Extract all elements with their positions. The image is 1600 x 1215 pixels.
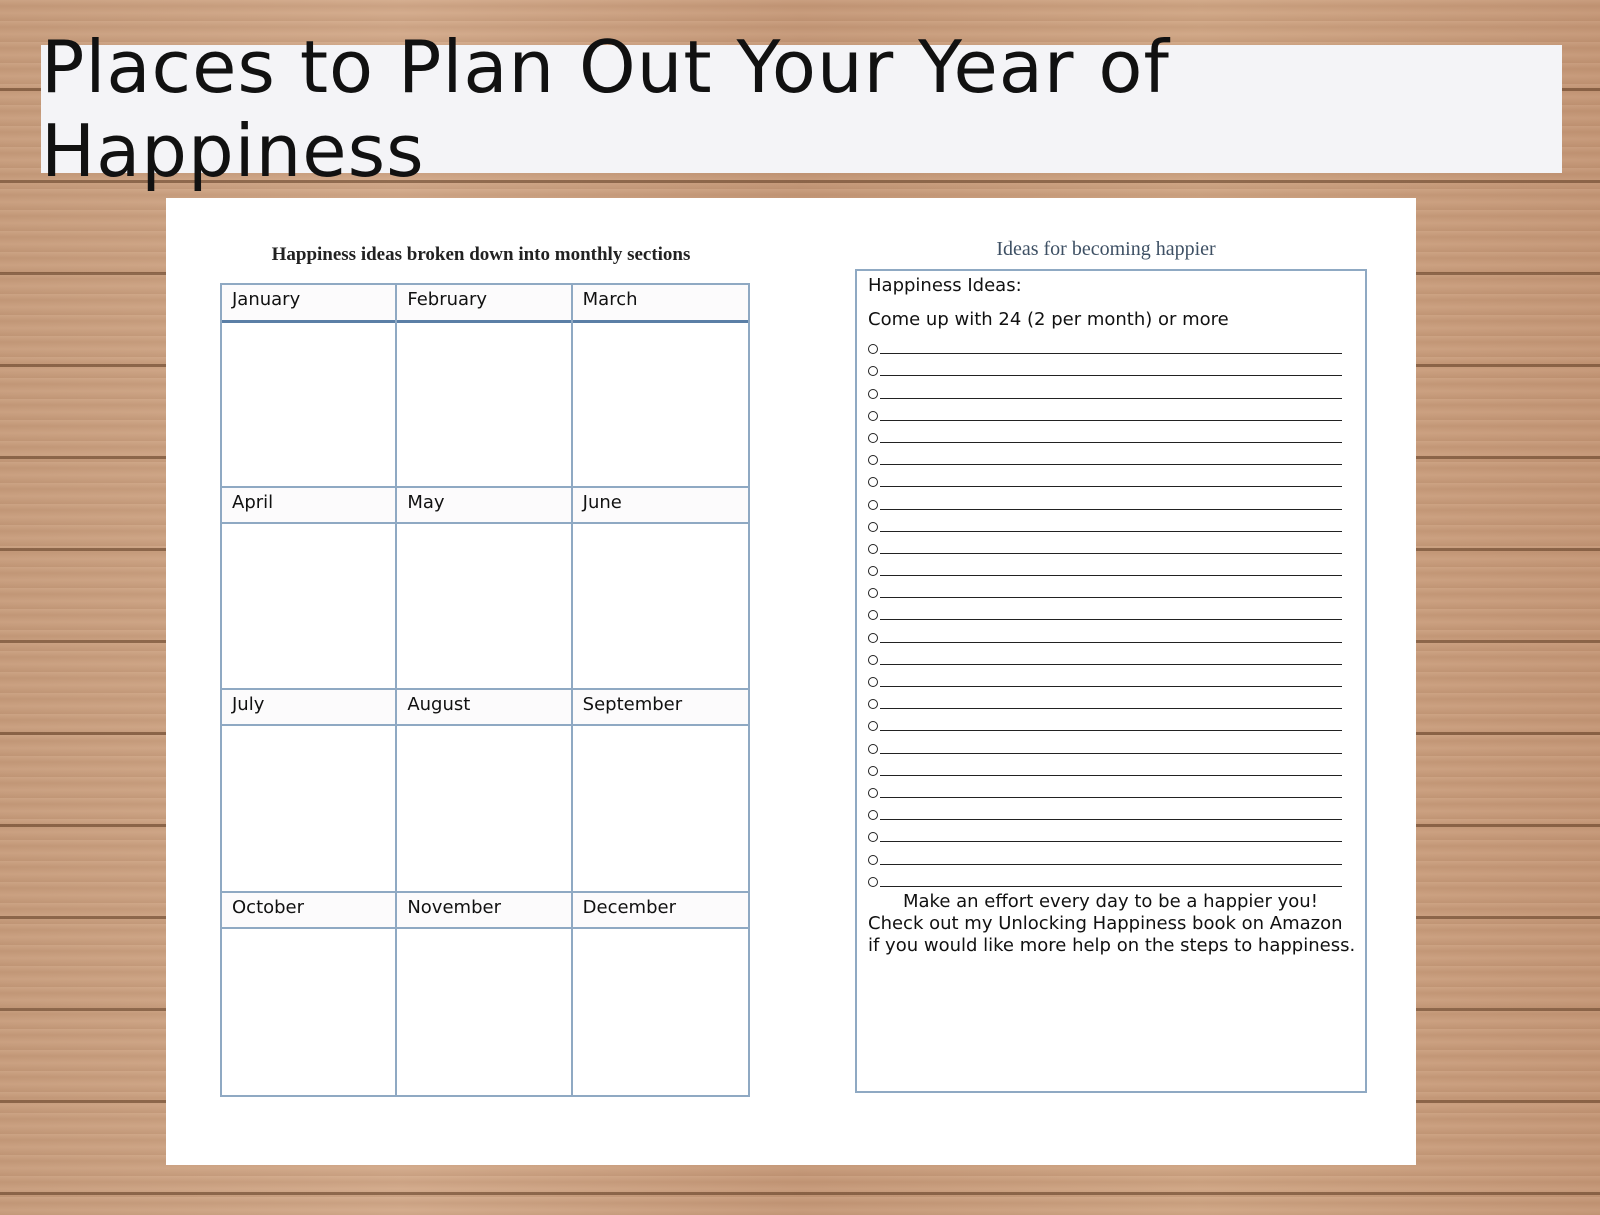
closing-line: Check out my Unlocking Happiness book on Amazon [868, 912, 1343, 934]
bullet-circle-icon [868, 877, 878, 887]
idea-line[interactable] [868, 578, 1365, 600]
month-writing-area[interactable] [573, 524, 748, 689]
month-writing-area[interactable] [397, 524, 570, 689]
writing-line[interactable] [880, 840, 1342, 842]
bullet-circle-icon [868, 455, 878, 465]
month-cell-may[interactable] [397, 488, 572, 691]
writing-line[interactable] [880, 596, 1342, 598]
month-label: January [222, 285, 395, 323]
month-label: February [397, 285, 570, 323]
writing-line[interactable] [880, 774, 1342, 776]
ideas-subheading: Come up with 24 (2 per month) or more [868, 309, 1229, 330]
bullet-circle-icon [868, 766, 878, 776]
writing-line[interactable] [880, 352, 1342, 354]
bullet-circle-icon [868, 344, 878, 354]
idea-line[interactable] [868, 733, 1365, 755]
bullet-circle-icon [868, 810, 878, 820]
writing-line[interactable] [880, 463, 1342, 465]
idea-line[interactable] [868, 556, 1365, 578]
bullet-circle-icon [868, 832, 878, 842]
month-writing-area[interactable] [573, 726, 748, 891]
month-writing-area[interactable] [573, 929, 748, 1096]
month-writing-area[interactable] [573, 323, 748, 486]
idea-line[interactable] [868, 622, 1365, 644]
writing-line[interactable] [880, 863, 1342, 865]
bullet-circle-icon [868, 477, 878, 487]
writing-line[interactable] [880, 419, 1342, 421]
month-label: June [573, 488, 748, 524]
month-writing-area[interactable] [222, 524, 395, 689]
month-cell-november[interactable] [397, 893, 572, 1096]
month-writing-area[interactable] [397, 323, 570, 486]
month-cell-january[interactable] [222, 285, 397, 488]
idea-line[interactable] [868, 645, 1365, 667]
closing-text [868, 891, 1365, 957]
writing-line[interactable] [880, 552, 1342, 554]
writing-line[interactable] [880, 729, 1342, 731]
month-label: August [397, 690, 570, 726]
idea-line[interactable] [868, 489, 1365, 511]
bullet-circle-icon [868, 544, 878, 554]
left-page-title: Happiness ideas broken down into monthly sections [271, 244, 691, 265]
month-writing-area[interactable] [222, 726, 395, 891]
idea-line[interactable] [868, 689, 1365, 711]
bullet-circle-icon [868, 389, 878, 399]
bullet-circle-icon [868, 610, 878, 620]
month-cell-august[interactable] [397, 690, 572, 893]
writing-line[interactable] [880, 530, 1342, 532]
planner-paper [166, 198, 1416, 1165]
month-label: October [222, 893, 395, 929]
month-label: September [573, 690, 748, 726]
writing-line[interactable] [880, 508, 1342, 510]
month-cell-july[interactable] [222, 690, 397, 893]
right-page-title: Ideas for becoming happier [996, 238, 1216, 260]
month-label: December [573, 893, 748, 929]
closing-line: Make an effort every day to be a happier you! [903, 890, 1318, 912]
writing-line[interactable] [880, 796, 1342, 798]
idea-line[interactable] [868, 667, 1365, 689]
idea-line[interactable] [868, 534, 1365, 556]
bullet-circle-icon [868, 433, 878, 443]
idea-line[interactable] [868, 356, 1365, 378]
month-label: July [222, 690, 395, 726]
month-cell-october[interactable] [222, 893, 397, 1096]
idea-line[interactable] [868, 600, 1365, 622]
ideas-box [855, 269, 1367, 1093]
month-label: November [397, 893, 570, 929]
month-writing-area[interactable] [397, 726, 570, 891]
writing-line[interactable] [880, 685, 1342, 687]
idea-list [868, 334, 1365, 889]
idea-line[interactable] [868, 512, 1365, 534]
idea-line[interactable] [868, 378, 1365, 400]
writing-line[interactable] [880, 441, 1342, 443]
writing-line[interactable] [880, 707, 1342, 709]
bullet-circle-icon [868, 744, 878, 754]
month-cell-april[interactable] [222, 488, 397, 691]
month-cell-june[interactable] [573, 488, 748, 691]
writing-line[interactable] [880, 641, 1342, 643]
idea-line[interactable] [868, 867, 1365, 889]
idea-line[interactable] [868, 445, 1365, 467]
idea-line[interactable] [868, 756, 1365, 778]
idea-line[interactable] [868, 401, 1365, 423]
idea-line[interactable] [868, 423, 1365, 445]
writing-line[interactable] [880, 574, 1342, 576]
month-writing-area[interactable] [397, 929, 570, 1096]
month-label: April [222, 488, 395, 524]
idea-line[interactable] [868, 800, 1365, 822]
bullet-circle-icon [868, 500, 878, 510]
bullet-circle-icon [868, 411, 878, 421]
writing-line[interactable] [880, 663, 1342, 665]
bullet-circle-icon [868, 633, 878, 643]
writing-line[interactable] [880, 485, 1342, 487]
bullet-circle-icon [868, 721, 878, 731]
month-cell-september[interactable] [573, 690, 748, 893]
bullet-circle-icon [868, 522, 878, 532]
bullet-circle-icon [868, 699, 878, 709]
idea-line[interactable] [868, 778, 1365, 800]
month-cell-march[interactable] [573, 285, 748, 488]
title-banner [41, 25, 1562, 193]
writing-line[interactable] [880, 397, 1342, 399]
writing-line[interactable] [880, 885, 1342, 887]
bullet-circle-icon [868, 366, 878, 376]
closing-line: if you would like more help on the steps to happiness. [868, 934, 1356, 956]
idea-line[interactable] [868, 334, 1365, 356]
idea-line[interactable] [868, 467, 1365, 489]
month-label: March [573, 285, 748, 323]
bullet-circle-icon [868, 677, 878, 687]
idea-line[interactable] [868, 711, 1365, 733]
bullet-circle-icon [868, 588, 878, 598]
month-cell-december[interactable] [573, 893, 748, 1096]
banner-title: Places to Plan Out Your Year of Happiness [41, 25, 1170, 193]
bullet-circle-icon [868, 655, 878, 665]
idea-line[interactable] [868, 822, 1365, 844]
bullet-circle-icon [868, 855, 878, 865]
month-grid [220, 283, 750, 1097]
writing-line[interactable] [880, 818, 1342, 820]
bullet-circle-icon [868, 566, 878, 576]
idea-line[interactable] [868, 844, 1365, 866]
bullet-circle-icon [868, 788, 878, 798]
writing-line[interactable] [880, 752, 1342, 754]
writing-line[interactable] [880, 618, 1342, 620]
writing-line[interactable] [880, 374, 1342, 376]
ideas-heading: Happiness Ideas: [868, 275, 1022, 296]
month-writing-area[interactable] [222, 929, 395, 1096]
month-label: May [397, 488, 570, 524]
month-cell-february[interactable] [397, 285, 572, 488]
month-writing-area[interactable] [222, 323, 395, 486]
